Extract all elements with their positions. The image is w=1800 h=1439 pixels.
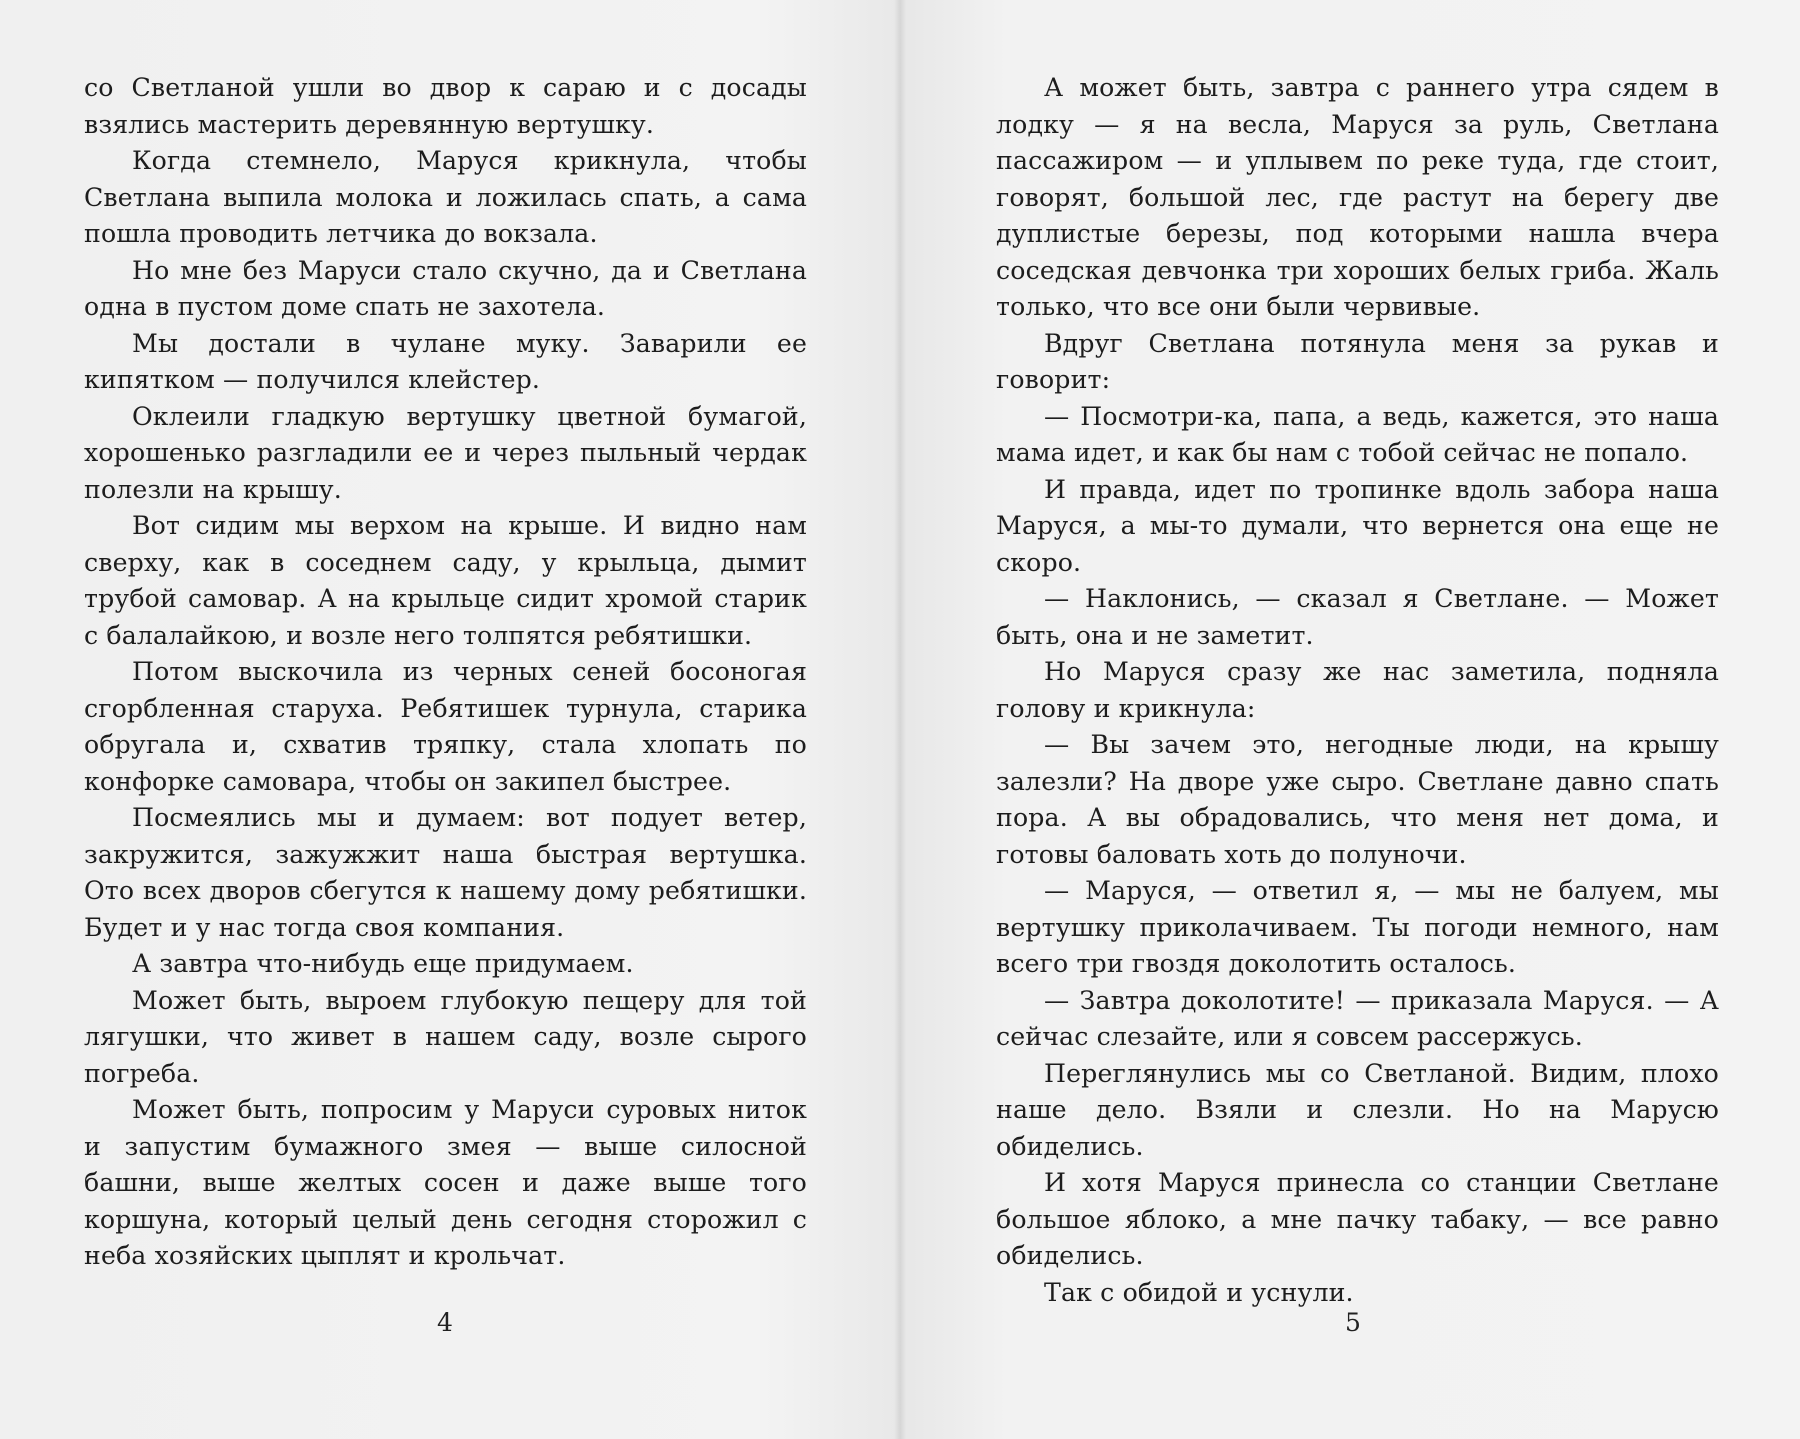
paragraph: Мы достали в чулане муку. Заварили ее кипятком — получился клейстер. [84, 328, 807, 394]
paragraph: — Вы зачем это, негодные люди, на крышу залезли? На дворе уже сыро. Светлане давно спать пора. А вы обрадовались, что меня нет дома, и готовы баловать хоть до полуночи. [996, 730, 1719, 869]
paragraph: — Наклонись, — сказал я Светлане. — Может быть, она и не заметит. [996, 584, 1719, 650]
paragraph: Вот сидим мы верхом на крыше. И видно нам сверху, как в соседнем саду, у крыльца, дымит трубой самовар. А на крыльце сидит хромой старик с балалайкою, и возле него толпятся ребятишки. [84, 511, 807, 650]
left-page-text [84, 70, 807, 1275]
paragraph: А может быть, завтра с раннего утра сядем в лодку — я на весла, Маруся за руль, Светлана пассажиром — и уплывем по реке туда, где стоит, говорят, большой лес, где растут на берегу две дуплистые березы, под которыми нашла вчера соседская девчонка три хороших белых гриба. Жаль только, что все они были червивые. [996, 73, 1719, 321]
page-number-left: 4 [437, 1308, 453, 1337]
paragraph: Когда стемнело, Маруся крикнула, чтобы Светлана выпила молока и ложилась спать, а сама пошла проводить летчика до вокзала. [84, 146, 807, 248]
page-number-right: 5 [1345, 1308, 1361, 1337]
paragraph: Но мне без Маруси стало скучно, да и Светлана одна в пустом доме спать не захотела. [84, 255, 807, 321]
paragraph: Так с обидой и уснули. [1044, 1277, 1354, 1307]
paragraph: — Маруся, — ответил я, — мы не балуем, мы вертушку приколачиваем. Ты погоди немного, нам всего три гвоздя доколотить осталось. [996, 876, 1719, 978]
paragraph: Потом выскочила из черных сеней босоногая сгорбленная старуха. Ребятишек турнула, старика обругала и, схватив тряпку, стала хлопать по конфорке самовара, чтобы он закипел быстрее. [84, 657, 807, 796]
paragraph: Посмеялись мы и думаем: вот подует ветер, закружится, зажужжит наша быстрая вертушка. Ото всех дворов сбегутся к нашему дому ребятишки. Будет и у нас тогда своя компания. [84, 803, 807, 942]
paragraph: Оклеили гладкую вертушку цветной бумагой, хорошенько разгладили ее и через пыльный чердак полезли на крышу. [84, 401, 807, 504]
paragraph: — Завтра доколотите! — приказала Маруся. — А сейчас слезайте, или я совсем рассержусь. [996, 985, 1719, 1051]
paragraph: Но Маруся сразу же нас заметила, подняла голову и крикнула: [996, 657, 1719, 723]
paragraph: Может быть, выроем глубокую пещеру для той лягушки, что живет в нашем саду, возле сырого погреба. [84, 985, 807, 1088]
paragraph: Переглянулись мы со Светланой. Видим, плохо наше дело. Взяли и слезли. Но на Марусю обиделись. [996, 1058, 1719, 1161]
paragraph: Вдруг Светлана потянула меня за рукав и говорит: [996, 328, 1719, 394]
paragraph: со Светланой ушли во двор к сараю и с досады взялись мастерить деревянную вертушку. [84, 73, 807, 139]
paragraph: И хотя Маруся принесла со станции Светлане большое яблоко, а мне пачку табаку, — все равно обиделись. [996, 1168, 1719, 1270]
paragraph: — Посмотри-ка, папа, а ведь, кажется, это наша мама идет, и как бы нам с тобой сейчас не попало. [996, 401, 1719, 467]
paragraph: А завтра что-нибудь еще придумаем. [132, 949, 634, 978]
right-page [900, 0, 1800, 1439]
paragraph: И правда, идет по тропинке вдоль забора наша Маруся, а мы-то думали, что вернется она еще не скоро. [996, 474, 1719, 577]
book-gutter [894, 0, 906, 1439]
right-page-text [996, 70, 1719, 1311]
paragraph: Может быть, попросим у Маруси суровых ниток и запустим бумажного змея — выше силосной башни, выше желтых сосен и даже выше того коршуна, который целый день сегодня сторожил с неба хозяйских цыплят и крольчат. [84, 1095, 807, 1270]
